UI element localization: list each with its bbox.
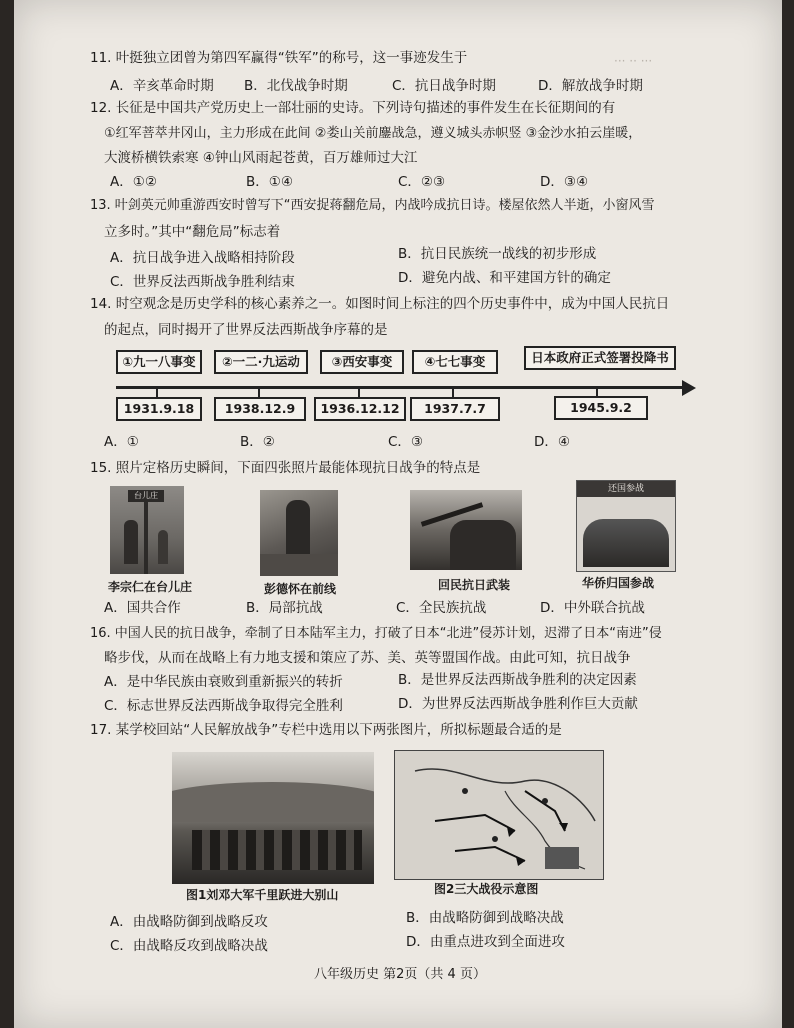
- timeline-date-2: 1938.12.9: [214, 397, 306, 421]
- photo-caption-3: 回民抗日武装: [438, 578, 511, 592]
- photo-soldiers: [450, 520, 516, 570]
- map-city-marker: [492, 836, 498, 842]
- question-12-option-b[interactable]: B．①④: [246, 174, 293, 190]
- question-14-option-d[interactable]: D．④: [534, 434, 570, 450]
- question-11-option-d[interactable]: D．解放战争时期: [538, 78, 643, 94]
- question-13-option-c[interactable]: C．世界反法西斯战争胜利结束: [110, 274, 295, 290]
- photo-overseas-chinese: [576, 480, 676, 572]
- question-11-option-b[interactable]: B．北伐战争时期: [244, 78, 348, 94]
- question-15-option-c[interactable]: C．全民族抗战: [396, 600, 487, 616]
- photo-hill: [172, 782, 374, 822]
- timeline-event-2: ②一二·九运动: [214, 350, 308, 374]
- timeline-event-1: ①九一八事变: [116, 350, 202, 374]
- photo-li-zongren: [110, 486, 184, 574]
- question-14-option-c[interactable]: C．③: [388, 434, 424, 450]
- question-13-line2: 立多时。”其中“翻危局”标志着: [104, 224, 281, 240]
- question-17-option-b[interactable]: B．由战略防御到战略决战: [406, 910, 564, 926]
- question-12-line2: ①红军菩萃井冈山，主力形成在此间 ②娄山关前鏖战急，遵义城头赤帜竖 ③金沙水拍云崖暖，: [104, 126, 642, 141]
- photo-signboard: 台儿庄: [128, 490, 164, 502]
- timeline-date-3: 1936.12.12: [314, 397, 406, 421]
- question-14-option-b[interactable]: B．②: [240, 434, 275, 450]
- question-13-option-b[interactable]: B．抗日民族统一战线的初步形成: [398, 246, 597, 262]
- question-17-option-a[interactable]: A．由战略防御到战略反攻: [110, 914, 268, 930]
- map-front-arrow: [435, 815, 515, 831]
- question-11-option-c[interactable]: C．抗日战争时期: [392, 78, 496, 94]
- question-12-option-a[interactable]: A．①②: [110, 174, 157, 190]
- photo-figure: [124, 520, 138, 564]
- question-17-stem: 17. 某学校回站“人民解放战争”专栏中选用以下两张图片，所拟标题最合适的是: [90, 722, 562, 738]
- timeline-date-4: 1937.7.7: [410, 397, 500, 421]
- question-16-option-c[interactable]: C．标志世界反法西斯战争取得完全胜利: [104, 698, 343, 714]
- question-17-option-d[interactable]: D．由重点进攻到全面进攻: [406, 934, 565, 950]
- figure-1-caption: 图1刘邓大军千里跃进大别山: [186, 888, 339, 902]
- question-14-line2: 的起点，同时揭开了世界反法西斯战争序幕的是: [104, 322, 388, 338]
- question-15-option-d[interactable]: D．中外联合抗战: [540, 600, 645, 616]
- question-11-option-a[interactable]: A．辛亥革命时期: [110, 78, 214, 94]
- map-front-arrow: [525, 791, 565, 831]
- question-12-stem: 12. 长征是中国共产党历史上一部壮丽的史诗。下列诗句描述的事件发生在长征期间的有: [90, 100, 616, 116]
- photo-signpost: [144, 502, 148, 574]
- question-16-option-d[interactable]: D．为世界反法西斯战争胜利作巨大贡献: [398, 696, 638, 712]
- page-footer: 八年级历史 第2页（共 4 页）: [314, 967, 486, 982]
- photo-caption-1: 李宗仁在台儿庄: [108, 580, 193, 594]
- photo-ground: [260, 554, 338, 576]
- question-15-stem: 15. 照片定格历史瞬间，下面四张照片最能体现抗日战争的特点是: [90, 460, 481, 476]
- timeline-axis: [116, 386, 686, 389]
- photo-figure: [158, 530, 168, 564]
- question-16-option-b[interactable]: B．是世界反法西斯战争胜利的决定因素: [398, 672, 637, 688]
- map-svg: [395, 751, 603, 879]
- photo-marching-troops: [192, 830, 362, 870]
- timeline-date-5: 1945.9.2: [554, 396, 648, 420]
- timeline-date-1: 1931.9.18: [116, 397, 202, 421]
- timeline-event-4: ④七七事变: [412, 350, 498, 374]
- timeline-event-5: 日本政府正式签署投降书: [524, 346, 676, 370]
- map-front-arrow: [455, 847, 525, 861]
- photo-crowd: [583, 519, 669, 567]
- question-13-option-d[interactable]: D．避免内战、和平建国方针的确定: [398, 270, 611, 286]
- timeline-arrow-icon: [682, 380, 696, 396]
- exam-page: [14, 0, 782, 1028]
- photo-caption-2: 彭德怀在前线: [264, 582, 337, 596]
- map-border-line: [415, 769, 595, 821]
- question-15-option-b[interactable]: B．局部抗战: [246, 600, 323, 616]
- figure-2-three-campaigns-map: [394, 750, 604, 880]
- question-16-stem: 16. 中国人民的抗日战争，牵制了日本陆军主力，打破了日本“北进”侵苏计划，迟滞了日本“南进”侵: [90, 626, 662, 641]
- question-11-stem: 11. 叶挺独立团曾为第四军赢得“铁军”的称号，这一事迹发生于: [90, 50, 468, 66]
- timeline-event-3: ③西安事变: [320, 350, 404, 374]
- photo-peng-dehuai: [260, 490, 338, 576]
- photo-poster-title: 还国参战: [577, 481, 675, 497]
- photo-hui-armed-force: [410, 490, 522, 570]
- question-12-line3: 大渡桥横铁索寒 ④钟山风雨起苍黄，百万雄师过大江: [104, 150, 418, 166]
- map-city-marker: [462, 788, 468, 794]
- timeline-tick: [258, 389, 260, 397]
- question-14-stem: 14. 时空观念是历史学科的核心素养之一。如图时间上标注的四个历史事件中，成为中国人民抗日: [90, 296, 670, 312]
- question-14-option-a[interactable]: A．①: [104, 434, 139, 450]
- map-sea-region: [545, 847, 579, 869]
- question-17-option-c[interactable]: C．由战略反攻到战略决战: [110, 938, 268, 954]
- photo-figure: [286, 500, 310, 556]
- question-12-option-d[interactable]: D．③④: [540, 174, 589, 190]
- timeline-tick: [358, 389, 360, 397]
- timeline-tick: [156, 389, 158, 397]
- timeline-tick: [452, 389, 454, 397]
- question-16-line2: 略步伐，从而在战略上有力地支援和策应了苏、美、英等盟国作战。由此可知，抗日战争: [104, 650, 631, 666]
- question-13-stem: 13. 叶剑英元帅重游西安时曾写下“西安捉蒋翻危局，内战吟成抗日诗。楼屋依然人半逝，小窗风雪: [90, 198, 655, 213]
- figure-2-caption: 图2三大战役示意图: [434, 882, 539, 896]
- question-16-option-a[interactable]: A．是中华民族由衰败到重新振兴的转折: [104, 674, 343, 690]
- question-13-option-a[interactable]: A．抗日战争进入战略相持阶段: [110, 250, 295, 266]
- bleed-through-text: ··· ·· ···: [614, 54, 653, 68]
- figure-1-dabie-mountain-photo: [172, 752, 374, 884]
- map-city-marker: [542, 798, 548, 804]
- photo-caption-4: 华侨归国参战: [582, 576, 655, 590]
- question-15-option-a[interactable]: A．国共合作: [104, 600, 181, 616]
- question-12-option-c[interactable]: C．②③: [398, 174, 446, 190]
